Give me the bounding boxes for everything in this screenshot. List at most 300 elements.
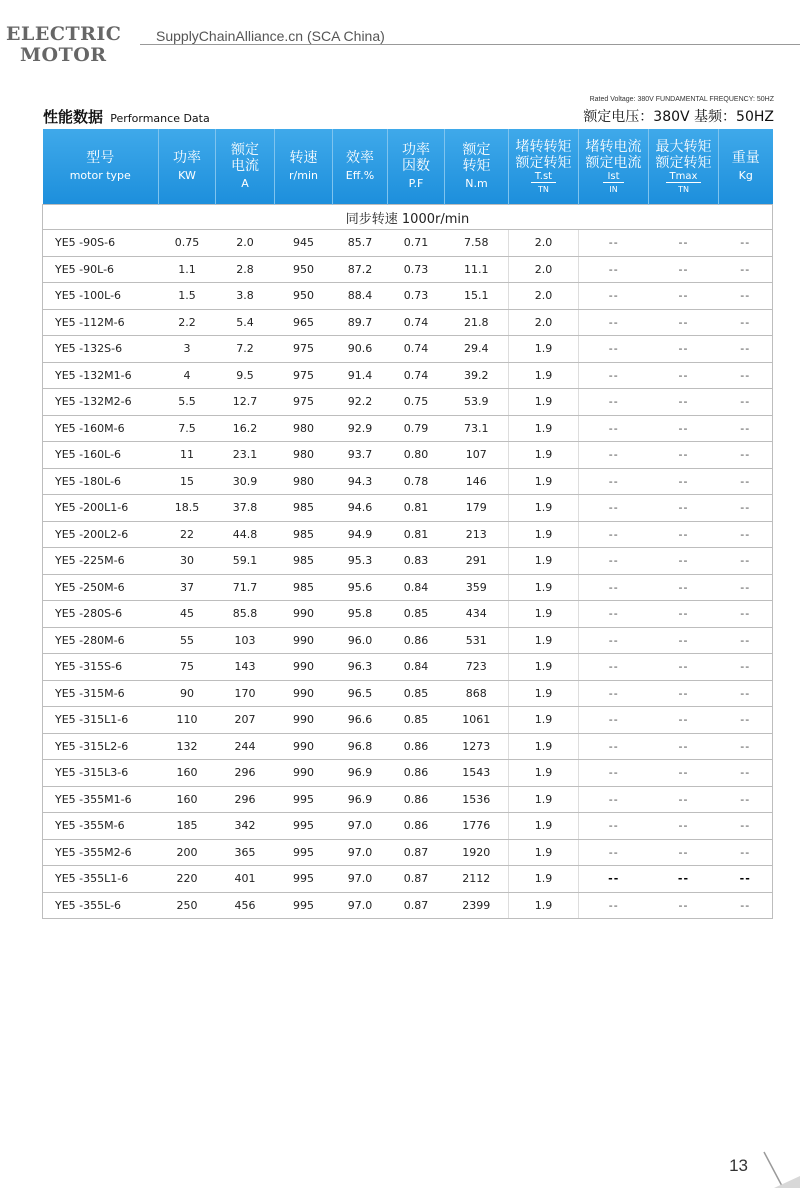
cell-breakdown-torque: -- [649, 256, 719, 283]
cell-current: 23.1 [216, 442, 275, 469]
page-number: 13 [729, 1156, 748, 1175]
cell-power: 37 [159, 574, 216, 601]
cell-efficiency: 85.7 [333, 230, 388, 257]
table-row [43, 760, 773, 787]
cell-power: 0.75 [159, 230, 216, 257]
cell-weight: -- [719, 601, 773, 628]
cell-current: 3.8 [216, 283, 275, 310]
table-row [43, 813, 773, 840]
cell-locked-rotor-current: -- [579, 389, 649, 416]
cell-torque: 107 [445, 442, 509, 469]
cell-power-factor: 0.85 [388, 707, 445, 734]
table-row [43, 468, 773, 495]
cell-locked-rotor-torque: 1.9 [509, 442, 579, 469]
cell-model: YE5 -225M-6 [43, 548, 159, 575]
cell-efficiency: 90.6 [333, 336, 388, 363]
cell-efficiency: 92.2 [333, 389, 388, 416]
cell-efficiency: 96.6 [333, 707, 388, 734]
cell-model: YE5 -355L-6 [43, 892, 159, 919]
cell-current: 401 [216, 866, 275, 893]
cell-locked-rotor-torque: 1.9 [509, 786, 579, 813]
cell-weight: -- [719, 415, 773, 442]
cell-breakdown-torque: -- [649, 760, 719, 787]
cell-power-factor: 0.84 [388, 574, 445, 601]
cell-weight: -- [719, 892, 773, 919]
cell-model: YE5 -315M-6 [43, 680, 159, 707]
cell-weight: -- [719, 839, 773, 866]
cell-efficiency: 97.0 [333, 892, 388, 919]
cell-locked-rotor-current: -- [579, 442, 649, 469]
cell-breakdown-torque: -- [649, 415, 719, 442]
cell-current: 244 [216, 733, 275, 760]
cell-power-factor: 0.78 [388, 468, 445, 495]
cell-locked-rotor-current: -- [579, 813, 649, 840]
cell-model: YE5 -355M2-6 [43, 839, 159, 866]
cell-torque: 723 [445, 654, 509, 681]
cell-torque: 11.1 [445, 256, 509, 283]
cell-speed: 980 [275, 468, 333, 495]
cell-current: 12.7 [216, 389, 275, 416]
cell-locked-rotor-torque: 2.0 [509, 230, 579, 257]
cell-torque: 434 [445, 601, 509, 628]
cell-locked-rotor-current: -- [579, 707, 649, 734]
cell-weight: -- [719, 680, 773, 707]
cell-locked-rotor-torque: 1.9 [509, 892, 579, 919]
cell-breakdown-torque: -- [649, 786, 719, 813]
cell-breakdown-torque: -- [649, 866, 719, 893]
cell-locked-rotor-torque: 1.9 [509, 654, 579, 681]
cell-torque: 73.1 [445, 415, 509, 442]
cell-power-factor: 0.83 [388, 548, 445, 575]
cell-speed: 985 [275, 521, 333, 548]
table-row [43, 362, 773, 389]
cell-power: 160 [159, 760, 216, 787]
cell-torque: 146 [445, 468, 509, 495]
header-efficiency: 效率 Eff.% [333, 129, 388, 205]
cell-speed: 990 [275, 733, 333, 760]
header-locked-rotor-torque: 堵转转矩 额定转矩 $\frac{T.st}{TN}$ [509, 129, 579, 205]
cell-speed: 975 [275, 336, 333, 363]
cell-torque: 531 [445, 627, 509, 654]
cell-breakdown-torque: -- [649, 574, 719, 601]
cell-power: 185 [159, 813, 216, 840]
cell-power: 75 [159, 654, 216, 681]
cell-locked-rotor-torque: 1.9 [509, 415, 579, 442]
cell-current: 2.8 [216, 256, 275, 283]
cell-locked-rotor-torque: 1.9 [509, 495, 579, 522]
cell-current: 71.7 [216, 574, 275, 601]
cell-current: 365 [216, 839, 275, 866]
cell-model: YE5 -132M1-6 [43, 362, 159, 389]
cell-torque: 868 [445, 680, 509, 707]
cell-efficiency: 87.2 [333, 256, 388, 283]
cell-torque: 2112 [445, 866, 509, 893]
cell-efficiency: 96.3 [333, 654, 388, 681]
cell-efficiency: 91.4 [333, 362, 388, 389]
header-weight: 重量 Kg [719, 129, 773, 205]
cell-locked-rotor-current: -- [579, 892, 649, 919]
cell-locked-rotor-current: -- [579, 230, 649, 257]
cell-efficiency: 97.0 [333, 813, 388, 840]
sync-speed-row [43, 205, 773, 230]
cell-locked-rotor-torque: 1.9 [509, 389, 579, 416]
cell-model: YE5 -280M-6 [43, 627, 159, 654]
cell-weight: -- [719, 389, 773, 416]
cell-torque: 213 [445, 521, 509, 548]
cell-power-factor: 0.75 [388, 389, 445, 416]
cell-speed: 950 [275, 256, 333, 283]
cell-locked-rotor-torque: 1.9 [509, 733, 579, 760]
cell-efficiency: 97.0 [333, 866, 388, 893]
cell-breakdown-torque: -- [649, 839, 719, 866]
cell-weight: -- [719, 786, 773, 813]
cell-locked-rotor-torque: 1.9 [509, 680, 579, 707]
cell-power-factor: 0.87 [388, 892, 445, 919]
cell-torque: 1920 [445, 839, 509, 866]
cell-power-factor: 0.73 [388, 283, 445, 310]
cell-locked-rotor-current: -- [579, 362, 649, 389]
cell-weight: -- [719, 548, 773, 575]
cell-weight: -- [719, 627, 773, 654]
cell-speed: 980 [275, 442, 333, 469]
cell-locked-rotor-torque: 2.0 [509, 309, 579, 336]
cell-speed: 995 [275, 786, 333, 813]
table-row [43, 548, 773, 575]
cell-model: YE5 -200L1-6 [43, 495, 159, 522]
cell-breakdown-torque: -- [649, 362, 719, 389]
cell-model: YE5 -355M1-6 [43, 786, 159, 813]
cell-power: 132 [159, 733, 216, 760]
cell-torque: 7.58 [445, 230, 509, 257]
cell-breakdown-torque: -- [649, 813, 719, 840]
cell-power: 18.5 [159, 495, 216, 522]
cell-power-factor: 0.73 [388, 256, 445, 283]
cell-locked-rotor-current: -- [579, 256, 649, 283]
cell-breakdown-torque: -- [649, 336, 719, 363]
table-row [43, 839, 773, 866]
cell-current: 9.5 [216, 362, 275, 389]
cell-speed: 985 [275, 548, 333, 575]
cell-torque: 39.2 [445, 362, 509, 389]
cell-power: 110 [159, 707, 216, 734]
cell-current: 170 [216, 680, 275, 707]
table-row [43, 336, 773, 363]
cell-model: YE5 -180L-6 [43, 468, 159, 495]
cell-weight: -- [719, 309, 773, 336]
cell-torque: 1273 [445, 733, 509, 760]
cell-torque: 291 [445, 548, 509, 575]
cell-power-factor: 0.74 [388, 309, 445, 336]
table-row [43, 680, 773, 707]
cell-power: 4 [159, 362, 216, 389]
cell-locked-rotor-torque: 1.9 [509, 574, 579, 601]
cell-locked-rotor-current: -- [579, 760, 649, 787]
cell-speed: 990 [275, 627, 333, 654]
cell-speed: 990 [275, 654, 333, 681]
cell-current: 30.9 [216, 468, 275, 495]
header-breakdown-torque: 最大转矩 额定转矩 $\frac{Tmax}{TN}$ [649, 129, 719, 205]
header-locked-rotor-current: 堵转电流 额定电流 $\frac{\text{Ist}}{IN}$ [579, 129, 649, 205]
table-row [43, 733, 773, 760]
table-row [43, 256, 773, 283]
table-row [43, 786, 773, 813]
cell-power: 45 [159, 601, 216, 628]
header-divider [140, 44, 800, 45]
cell-torque: 1543 [445, 760, 509, 787]
cell-efficiency: 88.4 [333, 283, 388, 310]
cell-power-factor: 0.80 [388, 442, 445, 469]
cell-current: 342 [216, 813, 275, 840]
cell-speed: 990 [275, 760, 333, 787]
cell-locked-rotor-current: -- [579, 415, 649, 442]
cell-speed: 995 [275, 892, 333, 919]
cell-torque: 29.4 [445, 336, 509, 363]
cell-current: 456 [216, 892, 275, 919]
table-row [43, 866, 773, 893]
cell-power: 1.5 [159, 283, 216, 310]
cell-torque: 1776 [445, 813, 509, 840]
cell-torque: 21.8 [445, 309, 509, 336]
cell-breakdown-torque: -- [649, 309, 719, 336]
cell-locked-rotor-current: -- [579, 336, 649, 363]
cell-torque: 53.9 [445, 389, 509, 416]
cell-efficiency: 95.3 [333, 548, 388, 575]
header-power-factor: 功率因数 P.F [388, 129, 445, 205]
cell-weight: -- [719, 230, 773, 257]
cell-locked-rotor-torque: 2.0 [509, 256, 579, 283]
cell-locked-rotor-current: -- [579, 495, 649, 522]
table-row [43, 574, 773, 601]
cell-locked-rotor-torque: 1.9 [509, 627, 579, 654]
cell-speed: 995 [275, 866, 333, 893]
cell-efficiency: 96.5 [333, 680, 388, 707]
cell-model: YE5 -315L1-6 [43, 707, 159, 734]
table-row [43, 309, 773, 336]
cell-power-factor: 0.86 [388, 786, 445, 813]
header-torque: 额定转矩 N.m [445, 129, 509, 205]
cell-weight: -- [719, 521, 773, 548]
cell-power-factor: 0.81 [388, 521, 445, 548]
cell-model: YE5 -132S-6 [43, 336, 159, 363]
cell-model: YE5 -90S-6 [43, 230, 159, 257]
cell-speed: 980 [275, 415, 333, 442]
section-title-en: Performance Data [110, 112, 210, 125]
cell-current: 143 [216, 654, 275, 681]
cell-speed: 990 [275, 680, 333, 707]
cell-locked-rotor-torque: 1.9 [509, 468, 579, 495]
table-row [43, 601, 773, 628]
cell-weight: -- [719, 256, 773, 283]
cell-locked-rotor-current: -- [579, 654, 649, 681]
cell-torque: 1061 [445, 707, 509, 734]
rated-voltage-en: Rated Voltage: 380V FUNDAMENTAL FREQUENCY: 50HZ [589, 96, 774, 103]
table-row [43, 442, 773, 469]
cell-current: 296 [216, 760, 275, 787]
cell-weight: -- [719, 866, 773, 893]
performance-table [42, 129, 773, 919]
cell-locked-rotor-torque: 1.9 [509, 813, 579, 840]
page-corner-decoration [760, 1150, 800, 1188]
cell-breakdown-torque: -- [649, 230, 719, 257]
cell-efficiency: 94.9 [333, 521, 388, 548]
cell-current: 7.2 [216, 336, 275, 363]
cell-power: 250 [159, 892, 216, 919]
cell-power: 160 [159, 786, 216, 813]
table-row [43, 415, 773, 442]
cell-current: 207 [216, 707, 275, 734]
cell-torque: 1536 [445, 786, 509, 813]
cell-breakdown-torque: -- [649, 654, 719, 681]
cell-power: 90 [159, 680, 216, 707]
cell-power: 3 [159, 336, 216, 363]
header-current: 额定电流 A [216, 129, 275, 205]
cell-current: 16.2 [216, 415, 275, 442]
cell-weight: -- [719, 733, 773, 760]
cell-locked-rotor-torque: 1.9 [509, 548, 579, 575]
table-row [43, 283, 773, 310]
cell-locked-rotor-current: -- [579, 548, 649, 575]
cell-power-factor: 0.81 [388, 495, 445, 522]
cell-weight: -- [719, 813, 773, 840]
cell-weight: -- [719, 495, 773, 522]
cell-weight: -- [719, 283, 773, 310]
cell-model: YE5 -315L3-6 [43, 760, 159, 787]
cell-power: 30 [159, 548, 216, 575]
cell-speed: 995 [275, 839, 333, 866]
table-row [43, 654, 773, 681]
cell-efficiency: 96.9 [333, 786, 388, 813]
cell-speed: 995 [275, 813, 333, 840]
cell-model: YE5 -90L-6 [43, 256, 159, 283]
cell-torque: 2399 [445, 892, 509, 919]
cell-power: 7.5 [159, 415, 216, 442]
cell-weight: -- [719, 707, 773, 734]
cell-locked-rotor-current: -- [579, 601, 649, 628]
cell-power-factor: 0.87 [388, 866, 445, 893]
cell-breakdown-torque: -- [649, 495, 719, 522]
cell-speed: 975 [275, 389, 333, 416]
cell-power: 220 [159, 866, 216, 893]
cell-speed: 985 [275, 495, 333, 522]
cell-speed: 950 [275, 283, 333, 310]
table-row [43, 627, 773, 654]
site-name: SupplyChainAlliance.cn (SCA China) [156, 28, 385, 44]
cell-torque: 359 [445, 574, 509, 601]
cell-current: 2.0 [216, 230, 275, 257]
cell-model: YE5 -132M2-6 [43, 389, 159, 416]
cell-locked-rotor-current: -- [579, 574, 649, 601]
cell-torque: 15.1 [445, 283, 509, 310]
cell-power: 15 [159, 468, 216, 495]
cell-efficiency: 97.0 [333, 839, 388, 866]
cell-breakdown-torque: -- [649, 283, 719, 310]
rated-voltage-cn: 额定电压：380V 基频：50HZ [583, 109, 774, 125]
cell-current: 103 [216, 627, 275, 654]
section-title [43, 106, 210, 127]
cell-locked-rotor-torque: 1.9 [509, 760, 579, 787]
cell-power-factor: 0.86 [388, 813, 445, 840]
cell-efficiency: 96.9 [333, 760, 388, 787]
cell-breakdown-torque: -- [649, 680, 719, 707]
table-row [43, 521, 773, 548]
cell-model: YE5 -315S-6 [43, 654, 159, 681]
cell-breakdown-torque: -- [649, 601, 719, 628]
cell-current: 296 [216, 786, 275, 813]
cell-power-factor: 0.85 [388, 680, 445, 707]
cell-efficiency: 93.7 [333, 442, 388, 469]
cell-locked-rotor-torque: 1.9 [509, 866, 579, 893]
cell-locked-rotor-current: -- [579, 733, 649, 760]
cell-power: 11 [159, 442, 216, 469]
cell-locked-rotor-current: -- [579, 680, 649, 707]
cell-locked-rotor-current: -- [579, 866, 649, 893]
cell-model: YE5 -100L-6 [43, 283, 159, 310]
cell-model: YE5 -355L1-6 [43, 866, 159, 893]
cell-power-factor: 0.79 [388, 415, 445, 442]
cell-weight: -- [719, 442, 773, 469]
table-header-row [43, 129, 773, 205]
table-row [43, 707, 773, 734]
cell-power-factor: 0.86 [388, 627, 445, 654]
cell-breakdown-torque: -- [649, 627, 719, 654]
cell-weight: -- [719, 760, 773, 787]
cell-power-factor: 0.85 [388, 601, 445, 628]
cell-locked-rotor-torque: 1.9 [509, 336, 579, 363]
cell-breakdown-torque: -- [649, 733, 719, 760]
cell-locked-rotor-current: -- [579, 839, 649, 866]
cell-speed: 945 [275, 230, 333, 257]
cell-model: YE5 -112M-6 [43, 309, 159, 336]
cell-locked-rotor-torque: 1.9 [509, 839, 579, 866]
cell-power: 22 [159, 521, 216, 548]
cell-efficiency: 96.8 [333, 733, 388, 760]
cell-power: 1.1 [159, 256, 216, 283]
cell-weight: -- [719, 654, 773, 681]
section-title-cn: 性能数据 [43, 108, 104, 126]
cell-breakdown-torque: -- [649, 521, 719, 548]
cell-power-factor: 0.86 [388, 733, 445, 760]
cell-model: YE5 -160M-6 [43, 415, 159, 442]
cell-model: YE5 -200L2-6 [43, 521, 159, 548]
cell-power-factor: 0.87 [388, 839, 445, 866]
cell-torque: 179 [445, 495, 509, 522]
cell-speed: 965 [275, 309, 333, 336]
cell-power: 2.2 [159, 309, 216, 336]
header-speed: 转速 r/min [275, 129, 333, 205]
cell-breakdown-torque: -- [649, 389, 719, 416]
cell-locked-rotor-current: -- [579, 283, 649, 310]
cell-efficiency: 96.0 [333, 627, 388, 654]
cell-speed: 990 [275, 707, 333, 734]
cell-power: 5.5 [159, 389, 216, 416]
cell-efficiency: 94.6 [333, 495, 388, 522]
cell-current: 5.4 [216, 309, 275, 336]
table-row [43, 892, 773, 919]
header-power: 功率 KW [159, 129, 216, 205]
cell-current: 59.1 [216, 548, 275, 575]
cell-weight: -- [719, 574, 773, 601]
cell-weight: -- [719, 362, 773, 389]
brand-line-1: ELECTRIC [6, 23, 122, 45]
cell-power-factor: 0.74 [388, 336, 445, 363]
cell-power: 55 [159, 627, 216, 654]
cell-speed: 990 [275, 601, 333, 628]
cell-power-factor: 0.71 [388, 230, 445, 257]
cell-locked-rotor-torque: 1.9 [509, 521, 579, 548]
cell-power-factor: 0.86 [388, 760, 445, 787]
cell-current: 37.8 [216, 495, 275, 522]
cell-model: YE5 -315L2-6 [43, 733, 159, 760]
